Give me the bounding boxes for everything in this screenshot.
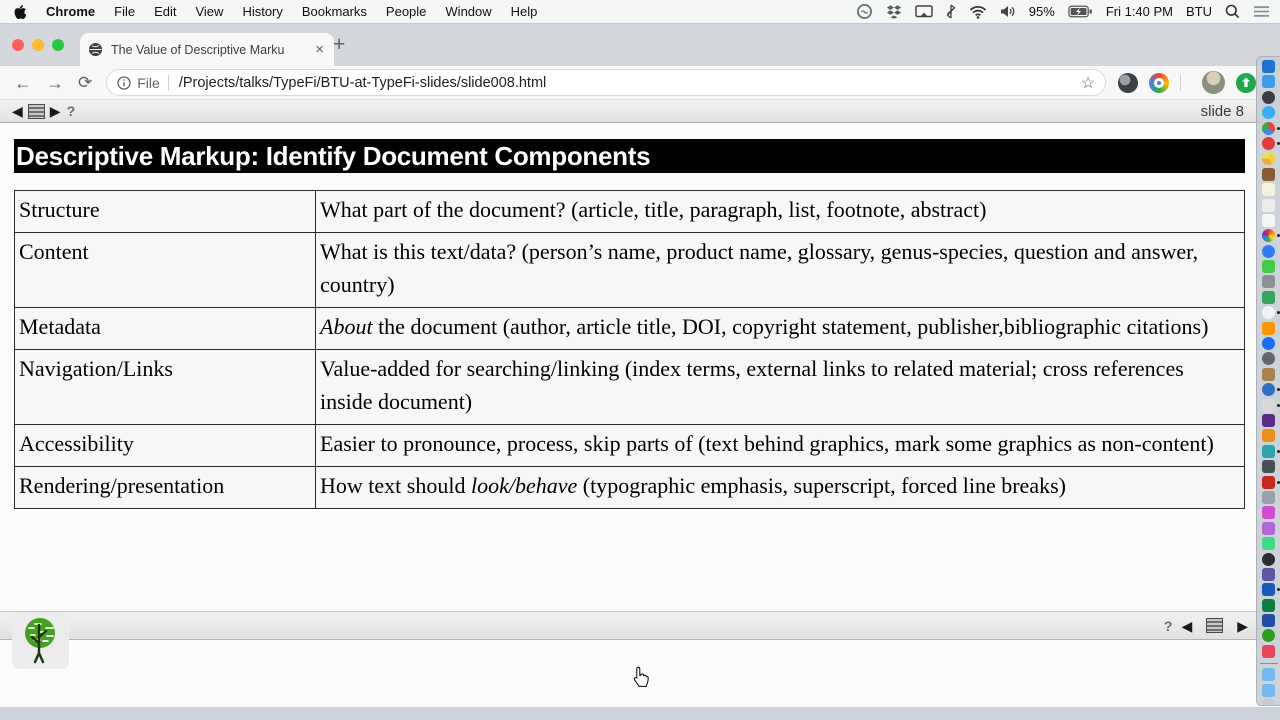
compass-extension-icon[interactable]	[1149, 73, 1169, 93]
menu-username[interactable]: BTU	[1186, 4, 1212, 19]
minimize-window-button[interactable]	[32, 39, 44, 51]
chrome-tab-strip	[0, 24, 1280, 66]
system-preferences-dock-icon[interactable]	[1262, 352, 1275, 365]
page-info-icon[interactable]	[117, 76, 131, 90]
blue-box-app-dock-icon[interactable]	[1262, 614, 1275, 627]
chrome-dock-icon[interactable]	[1262, 122, 1275, 135]
back-button[interactable]: ←	[14, 72, 32, 93]
menu-item-window[interactable]: Window	[445, 4, 492, 19]
row-label: Accessibility	[15, 425, 316, 467]
volume-icon[interactable]	[1000, 5, 1016, 18]
itunes-dock-icon[interactable]	[1262, 306, 1275, 319]
launchpad-dock-icon[interactable]	[1262, 91, 1275, 104]
menu-item-history[interactable]: History	[242, 4, 283, 19]
hand-cursor	[632, 666, 650, 693]
menu-item-help[interactable]: Help	[510, 4, 538, 19]
document-components-table	[14, 190, 1245, 509]
tab-close-icon[interactable]: ×	[315, 41, 324, 58]
next-slide-button-bottom[interactable]: ▶	[1237, 617, 1248, 634]
opera-dock-icon[interactable]	[1262, 137, 1275, 150]
purple-shield-app-dock-icon[interactable]	[1262, 568, 1275, 581]
prism-app-dock-icon[interactable]	[1262, 537, 1275, 550]
reload-button[interactable]: ⟳	[78, 73, 93, 92]
row-description: How text should look/behave (typographic emphasis, superscript, forced line breaks)	[316, 467, 1245, 509]
photos-dock-icon[interactable]	[1262, 214, 1275, 227]
table-row	[15, 233, 1245, 308]
app-store-dock-icon[interactable]	[1262, 337, 1275, 350]
messages-dock-icon[interactable]	[1262, 260, 1275, 273]
battery-percent: 95%	[1028, 4, 1055, 19]
slide-nav-top	[0, 100, 1280, 123]
folder-2-dock-icon[interactable]	[1262, 684, 1275, 697]
earth-browser-dock-icon[interactable]	[1262, 383, 1275, 396]
creative-cloud-icon[interactable]	[856, 3, 873, 20]
table-row	[15, 308, 1245, 350]
row-description: What is this text/data? (person’s name, product name, glossary, genus-species, question and answer, country)	[316, 233, 1245, 308]
row-label: Rendering/presentation	[15, 467, 316, 509]
menu-clock[interactable]: Fri 1:40 PM	[1105, 4, 1173, 19]
adobe-red-app-dock-icon[interactable]	[1262, 645, 1275, 658]
grid-app-dock-icon[interactable]	[1262, 275, 1275, 288]
close-window-button[interactable]	[12, 39, 24, 51]
next-slide-button[interactable]: ▶	[49, 103, 61, 119]
dropbox-icon[interactable]	[886, 4, 902, 19]
controller-app-dock-icon[interactable]	[1262, 460, 1275, 473]
row-label: Navigation/Links	[15, 350, 316, 425]
textedit-dock-icon[interactable]	[1262, 199, 1275, 212]
slide-number-label: slide 8	[1200, 102, 1244, 120]
notes-dock-icon[interactable]	[1262, 183, 1275, 196]
photos-blue-app-dock-icon[interactable]	[1262, 75, 1275, 88]
dark-extension-icon[interactable]	[1118, 73, 1138, 93]
dock-separator	[1260, 663, 1278, 664]
url-scheme-label: File	[137, 74, 160, 91]
bookmark-star-icon[interactable]: ☆	[1080, 74, 1096, 92]
address-bar[interactable]	[106, 69, 1106, 96]
slide-index-icon[interactable]	[28, 104, 45, 119]
menu-items	[46, 4, 537, 19]
extension-icons	[1118, 71, 1256, 94]
excel-dock-icon[interactable]	[1262, 599, 1275, 612]
menu-item-bookmarks[interactable]: Bookmarks	[301, 4, 367, 19]
chrome-toolbar	[0, 66, 1280, 100]
table-row	[15, 467, 1245, 509]
row-description: About the document (author, article title, DOI, copyright statement, publisher,bibliographic citations)	[316, 308, 1245, 350]
omnibox-divider	[168, 75, 169, 91]
profile-avatar[interactable]	[1202, 71, 1225, 94]
voice-app-dock-icon[interactable]	[1262, 399, 1275, 412]
green-arrow-extension-icon[interactable]	[1236, 73, 1256, 93]
brain-app-dock-icon[interactable]	[1262, 522, 1275, 535]
bluetooth-icon[interactable]	[946, 4, 956, 19]
menu-left	[0, 4, 537, 19]
slide-index-icon-bottom[interactable]	[1206, 618, 1223, 633]
url-text[interactable]: /Projects/talks/TypeFi/BTU-at-TypeFi-slides/slide008.html	[178, 74, 547, 91]
help-button-bottom[interactable]: ?	[1163, 617, 1173, 634]
prev-slide-button-bottom[interactable]: ◀	[1181, 617, 1193, 634]
folder-1-dock-icon[interactable]	[1262, 668, 1275, 681]
slide-nav-bottom	[0, 611, 1280, 640]
tree-logo[interactable]	[12, 612, 69, 669]
active-tab[interactable]	[80, 33, 334, 66]
apple-logo-icon[interactable]	[14, 4, 27, 19]
dictionary-dock-icon[interactable]	[1262, 168, 1275, 181]
mail-app-dock-icon[interactable]	[1262, 60, 1275, 73]
chrome-canary-dock-icon[interactable]	[1262, 152, 1275, 165]
row-description: Easier to pronounce, process, skip parts of (text behind graphics, mark some graphics as non-content)	[316, 425, 1245, 467]
blue-circle-app-dock-icon[interactable]	[1262, 245, 1275, 258]
premiere-dock-icon[interactable]	[1262, 414, 1275, 427]
desktop-bottom-strip	[0, 707, 1280, 720]
trash-dock-icon[interactable]	[1262, 699, 1275, 706]
train-app-dock-icon[interactable]	[1262, 491, 1275, 504]
acrobat-dock-icon[interactable]	[1262, 476, 1275, 489]
notification-center-icon[interactable]	[1253, 5, 1270, 18]
row-label: Content	[15, 233, 316, 308]
zoom-window-button[interactable]	[52, 39, 64, 51]
chart-app-dock-icon[interactable]	[1262, 291, 1275, 304]
forward-button[interactable]: →	[46, 72, 64, 93]
quickbooks-dock-icon[interactable]	[1262, 629, 1275, 642]
teal-app-dock-icon[interactable]	[1262, 445, 1275, 458]
table-row	[15, 350, 1245, 425]
row-description: Value-added for searching/linking (index terms, external links to related material; cross references inside document)	[316, 350, 1245, 425]
word-dock-icon[interactable]	[1262, 583, 1275, 596]
books-dock-icon[interactable]	[1262, 322, 1275, 335]
menu-status-area	[856, 3, 1280, 20]
menu-item-file[interactable]: File	[114, 4, 136, 19]
tab-title: The Value of Descriptive Marku	[111, 43, 313, 57]
battery-charging-icon	[1068, 5, 1093, 18]
menu-item-view[interactable]: View	[195, 4, 224, 19]
table-row	[15, 191, 1245, 233]
new-tab-button[interactable]: +	[333, 33, 346, 56]
tab-favicon-globe-icon	[88, 42, 103, 57]
slide-title: Descriptive Markup: Identify Document Components	[14, 139, 1245, 173]
row-label: Structure	[15, 191, 316, 233]
spotlight-search-icon[interactable]	[1225, 4, 1240, 19]
menu-item-chrome[interactable]: Chrome	[46, 4, 96, 19]
pixel-game-app-dock-icon[interactable]	[1262, 506, 1275, 519]
prev-slide-button[interactable]: ◀	[12, 103, 23, 119]
row-label: Metadata	[15, 308, 316, 350]
safari-dock-icon[interactable]	[1262, 106, 1275, 119]
table-row	[15, 425, 1245, 467]
color-wheel-dock-icon[interactable]	[1262, 229, 1275, 242]
toolbar-divider	[1180, 75, 1181, 91]
macos-menu-bar	[0, 0, 1280, 24]
menu-item-edit[interactable]: Edit	[154, 4, 177, 19]
row-description: What part of the document? (article, title, paragraph, list, footnote, abstract)	[316, 191, 1245, 233]
display-mirroring-icon[interactable]	[915, 5, 933, 19]
wifi-icon[interactable]	[969, 5, 987, 19]
help-button[interactable]: ?	[66, 103, 76, 119]
macos-dock	[1256, 56, 1280, 706]
game-dog-app-dock-icon[interactable]	[1262, 368, 1275, 381]
illustrator-dock-icon[interactable]	[1262, 429, 1275, 442]
window-controls	[12, 39, 64, 51]
dark-circle-app-dock-icon[interactable]	[1262, 553, 1275, 566]
menu-item-people[interactable]: People	[385, 4, 427, 19]
